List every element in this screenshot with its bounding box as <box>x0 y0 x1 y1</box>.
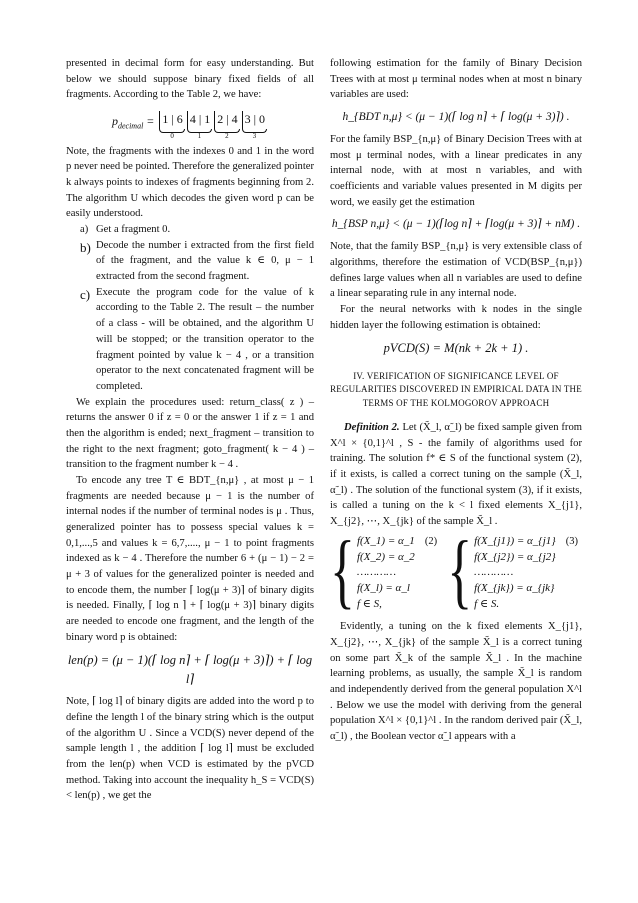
right-paragraph-3: Note, that the family BSP_{n,μ} is very extensible class of algorithms, therefore the estimation of VCD(BSP_{n,μ}) defines large values when all n variables are used to define a linear separating rule in any internal node. <box>330 241 582 300</box>
left-paragraph-2: Note, the fragments with the indexes 0 and 1 in the word p never need be pointed. Therefore the generalized pointer k always points to indexes of fragments beginning from 2. The algorithm U which decodes the given word p can be easily understood. <box>66 145 314 220</box>
system-2-brace: { <box>330 527 355 619</box>
pointer-groups <box>158 111 268 140</box>
step-marker: c) <box>80 286 91 302</box>
system-2-number: (2) <box>424 535 438 547</box>
equation-len: len(p) = (μ − 1)(⌈ log n⌉ + ⌈ log(μ + 3)⌉) + ⌈ log l⌉ <box>67 653 313 686</box>
algorithm-step <box>80 222 314 238</box>
system3-line: f(X_{j2}) = α_{j2} <box>474 550 556 563</box>
algorithm-step <box>80 285 314 395</box>
definition-text: Let (X̃_l, α̃_l) be fixed sample given from X^l × {0,1}^l , S - the family of algorithms used for training. The solution f* ∈ S of the functional system (2), if it exists, is called a correct tuning on the sample (X̃_l, α̃_l) . The solution of the functional system (3), if it exists, is called a tuning on the k < l fixed elements X_{j1}, X_{j2}, ⋯, X_{jk} of the sample X̃_l . <box>330 421 582 527</box>
system3-line: f ∈ S. <box>474 598 500 611</box>
algorithm-step <box>80 238 314 285</box>
system3-line: f(X_{j1}) = α_{j1} <box>474 534 556 547</box>
pointer-fragment-digits: 3 | 0 <box>242 111 267 129</box>
system-3-lines <box>474 534 556 614</box>
right-paragraph-1: following estimation for the family of Binary Decision Trees with at most μ terminal nodes when at most n binary variables are used: <box>330 58 582 101</box>
system2-line: f(X_l) = α_l <box>356 582 410 595</box>
definition-2 <box>330 420 582 530</box>
pointer-fragment-index: 1 <box>197 131 202 140</box>
equation-bsp: h_{BSP n,μ} < (μ − 1)(⌈log n⌉ + ⌈log(μ + 3)⌉ + nM) . <box>331 218 581 231</box>
system3-line: f(X_{jk}) = α_{jk} <box>474 582 555 595</box>
pointer-lhs: $p_{decimal}$ = <box>111 114 155 131</box>
system2-line: f(X_2) = α_2 <box>356 550 415 563</box>
pointer-fragment-1 <box>187 111 212 140</box>
system2-line: f(X_1) = α_1 <box>356 534 415 547</box>
right-column <box>330 56 582 745</box>
left-paragraph-3: We explain the procedures used: return_class( z ) – returns the answer 0 if z = 0 or the answer 1 if z = 1 and then the algorithm is ended; next_fragment – transition to the right to the next fragment; goto_fragment( k − 4 ) – transition to the fragment number k − 4 . <box>66 396 314 471</box>
system-3-brace: { <box>447 527 473 619</box>
pointer-fragment-2 <box>214 111 239 140</box>
pointer-fragment-3 <box>242 111 267 140</box>
definition-label: Definition 2. <box>344 421 400 433</box>
right-paragraph-4: For the neural networks with k nodes in the single hidden layer the following estimation is obtained: <box>330 304 582 331</box>
left-paragraph-5: Note, ⌈ log l⌉ of binary digits are added into the word p to define the length l of the binary string which is the output of the algorithm U . Since a VCD(S) never depend of the sample length l , the addition ⌈ log l⌉ must be excluded from the len(p) when VCD is estimated by the pVCD method. Taking into account the inequality h_S = VCD(S) < len(p) , we get the <box>66 696 314 802</box>
step-text: Get a fragment 0. <box>96 224 171 236</box>
step-text: Decode the number i extracted from the first field of the fragment, and the value k ∈ 0, μ − 1 extracted from the second fragment. <box>96 239 314 283</box>
functional-systems <box>330 527 582 619</box>
system-3 <box>447 527 556 619</box>
pointer-fragment-digits: 2 | 4 <box>214 111 239 129</box>
pointer-fragment-index: 2 <box>225 131 229 140</box>
equation-bdt: h_{BDT n,μ} < (μ − 1)(⌈ log n⌉ + ⌈ log(μ + 3)⌉) . <box>342 111 570 124</box>
pointer-equation <box>66 111 314 140</box>
system-2-lines <box>357 534 415 614</box>
step-marker: a) <box>80 224 89 236</box>
system3-line: ………… <box>474 566 514 579</box>
left-paragraph-4: To encode any tree T ∈ BDT_{n,μ} , at most μ − 1 fragments are needed because μ − 1 is the number of internal nodes if the number of terminal nodes is μ . Thus, generalized pointer has to possess special values k = 0,1,...,5 and values k = 6,7,...., μ − 1 to point fragments indexed as k − 4 . Therefore the number 6 + (μ − 1) − 2 = μ + 3 of values for the generalized pointer is needed and to encode them, the number ⌈ log(μ + 3)⌉ of binary digits is needed. Finally, ⌈ log n ⌉ + ⌈ log(μ + 3)⌉ binary digits are needed to encode one fragment, and the length of the binary word p is obtained: <box>66 474 314 643</box>
right-paragraph-5: Evidently, a tuning on the k fixed elements X_{j1}, X_{j2}, ⋯, X_{jk} of the sample X̃_l is a correct tuning on some part X̃_k of the sample X̃_l . In the machine learning problems, as usually, the sample X̃_l is random and independently derived from the general population X^l . Below we use the model with deriving from the general population X^l × {0,1}^l . In the random derived pair (X̃_l, α̃_l) , the Boolean vector α̃_l appears with a <box>330 621 582 742</box>
pointer-fragment-digits: 1 | 6 <box>159 111 184 129</box>
system-3-number: (3) <box>565 535 578 547</box>
right-paragraph-2: For the family BSP_{n,μ} of Binary Decision Trees with at most μ terminal nodes, with a linear predicates in any internal node, with at most n variables, and with coefficients and variable values presented in M digits per word, we easily get the estimation <box>330 134 582 208</box>
step-text: Execute the program code for the value of k according to the Table 2. The result – the number of a class - will be obtained, and the algorithm U will be stopped; or the transition operator to the fragment pointed by value k − 4 , or a transition operator to the next concatenated fragment will be completed. <box>96 286 314 392</box>
left-column <box>66 56 314 804</box>
pointer-fragment-digits: 4 | 1 <box>187 111 212 129</box>
pointer-fragment-index: 3 <box>252 131 257 140</box>
pointer-fragment-0 <box>159 111 184 140</box>
section-title: IV. VERIFICATION OF SIGNIFICANCE LEVEL OF REGULARITIES DISCOVERED IN EMPIRICAL DATA IN THE TERMS OF THE KOLMOGOROV APPROACH <box>330 370 582 408</box>
algorithm-steps <box>66 222 314 394</box>
equation-pvcd: pVCD(S) = M(nk + 2k + 1) . <box>383 341 529 356</box>
system2-line: f ∈ S, <box>356 598 382 611</box>
system2-line: ………… <box>356 566 397 579</box>
system-2 <box>330 527 415 619</box>
step-marker: b) <box>80 239 91 255</box>
pointer-fragment-index: 0 <box>170 131 174 140</box>
left-paragraph-1: presented in decimal form for easy understanding. But below we should suppose binary fixed fields of all fragments. According to the Table 2, we have: <box>66 58 314 101</box>
